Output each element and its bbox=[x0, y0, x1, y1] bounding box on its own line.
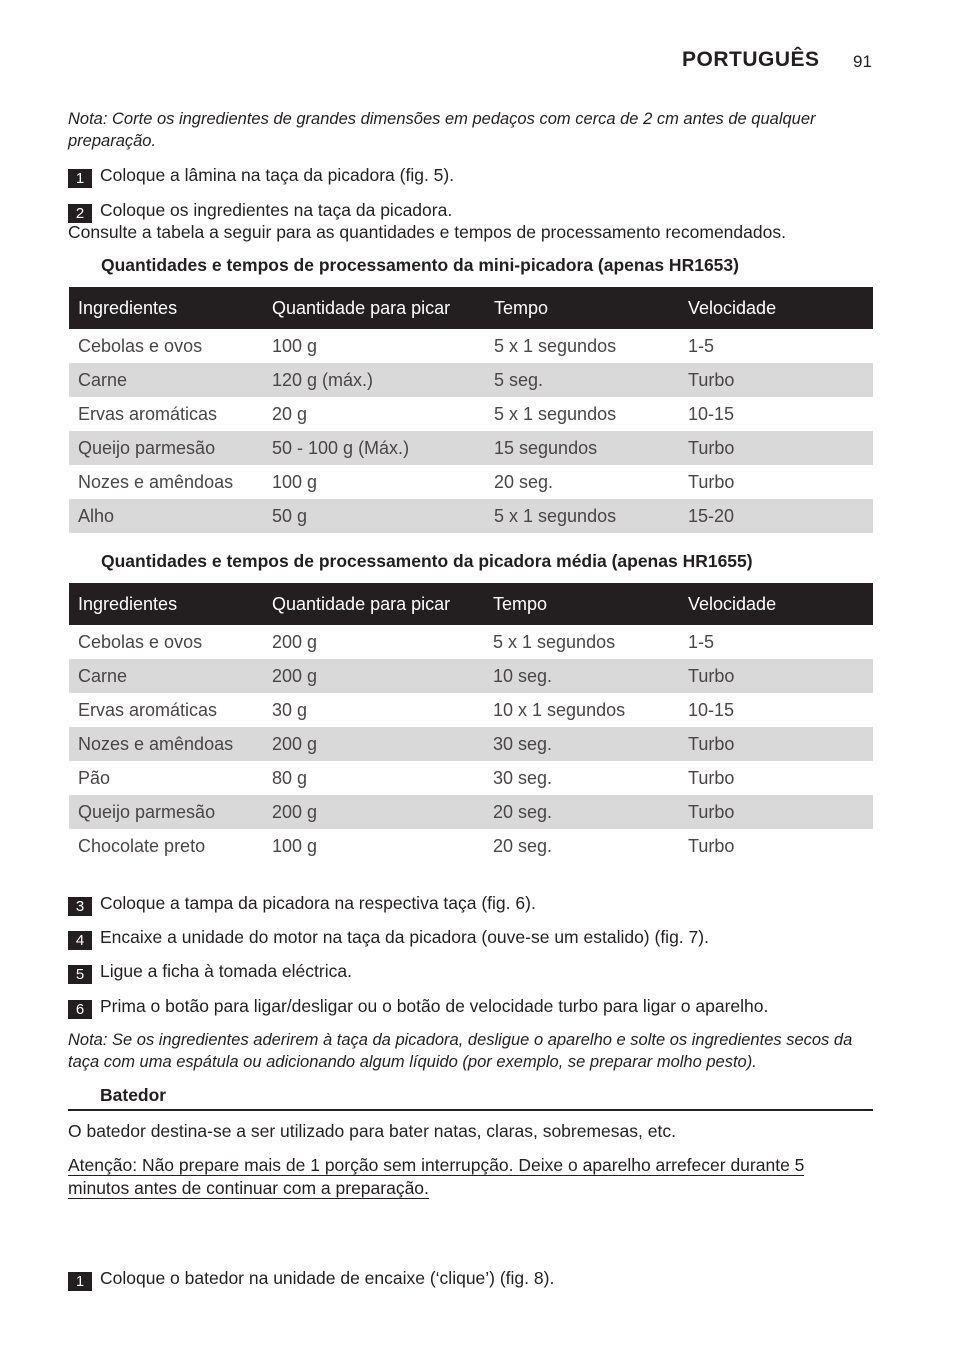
cell: 1-5 bbox=[688, 631, 715, 652]
table-row bbox=[69, 795, 873, 829]
step-4 bbox=[68, 926, 709, 950]
table-row bbox=[69, 727, 873, 761]
step-text: Coloque a tampa da picadora na respectiva taça (fig. 6). bbox=[100, 893, 536, 913]
cell: 5 x 1 segundos bbox=[494, 335, 617, 356]
step-number: 1 bbox=[68, 1272, 92, 1291]
cell: 120 g (máx.) bbox=[263, 363, 485, 397]
cell: Turbo bbox=[688, 471, 735, 492]
cell: 30 seg. bbox=[493, 767, 553, 788]
col-header-speed: Velocidade bbox=[679, 583, 873, 625]
col-header-quantity: Quantidade para picar bbox=[263, 287, 485, 329]
table-row bbox=[69, 397, 873, 431]
cell: 10 seg. bbox=[484, 659, 679, 693]
col-header-time: Tempo bbox=[484, 583, 679, 625]
cell: Turbo bbox=[679, 431, 873, 465]
batedor-description: O batedor destina-se a ser utilizado para bater natas, claras, sobremesas, etc. bbox=[68, 1121, 676, 1141]
page-number: 91 bbox=[853, 52, 872, 71]
cell: 10 x 1 segundos bbox=[493, 699, 626, 720]
cell: Queijo parmesão bbox=[69, 795, 263, 829]
cell: Turbo bbox=[679, 363, 873, 397]
cell: Alho bbox=[69, 499, 263, 533]
cell: 30 seg. bbox=[484, 727, 679, 761]
step-number: 1 bbox=[68, 169, 92, 188]
cell: 15 segundos bbox=[485, 431, 679, 465]
cell: Turbo bbox=[688, 767, 735, 788]
note-ingredients-stick: Nota: Se os ingredientes aderirem à taça da picadora, desligue o aparelho e solte os ingredientes secos da taça com uma espátula ou adicionando algum líquido (por exemplo, se preparar molho pesto). bbox=[68, 1031, 853, 1071]
cell: 200 g bbox=[263, 795, 484, 829]
cell: Ervas aromáticas bbox=[78, 699, 218, 720]
batedor-warning bbox=[68, 1154, 878, 1200]
cell: Turbo bbox=[679, 727, 873, 761]
cell: 200 g bbox=[263, 659, 484, 693]
cell: 100 g bbox=[272, 335, 318, 356]
cell: Turbo bbox=[688, 835, 735, 856]
cell: 80 g bbox=[272, 767, 308, 788]
cell: Cebolas e ovos bbox=[78, 631, 203, 652]
table-row bbox=[69, 499, 873, 533]
cell: Queijo parmesão bbox=[69, 431, 263, 465]
cell: 50 g bbox=[263, 499, 485, 533]
cell: Turbo bbox=[679, 795, 873, 829]
step-text: Encaixe a unidade do motor na taça da picadora (ouve-se um estalido) (fig. 7). bbox=[100, 927, 709, 947]
cell: 100 g bbox=[272, 835, 318, 856]
cell: 5 x 1 segundos bbox=[485, 499, 679, 533]
step-text: Ligue a ficha à tomada eléctrica. bbox=[100, 961, 352, 981]
cell: Carne bbox=[69, 659, 263, 693]
step-number: 3 bbox=[68, 897, 92, 916]
cell: 20 g bbox=[272, 403, 308, 424]
cell: 5 x 1 segundos bbox=[493, 631, 616, 652]
table-row bbox=[69, 329, 873, 363]
step-number: 6 bbox=[68, 1000, 92, 1019]
cell: 10-15 bbox=[688, 699, 735, 720]
step-text: Prima o botão para ligar/desligar ou o botão de velocidade turbo para ligar o aparelho. bbox=[100, 996, 769, 1016]
table-mini-chopper bbox=[69, 287, 873, 533]
table-row bbox=[69, 625, 873, 659]
step-1 bbox=[68, 164, 454, 188]
cell: 50 - 100 g (Máx.) bbox=[263, 431, 485, 465]
cell: 200 g bbox=[272, 631, 318, 652]
step-number: 4 bbox=[68, 931, 92, 950]
cell: 10-15 bbox=[688, 403, 735, 424]
table2-title: Quantidades e tempos de processamento da picadora média (apenas HR1655) bbox=[101, 551, 753, 571]
table-row bbox=[69, 829, 873, 863]
step-3 bbox=[68, 892, 536, 916]
warning-line-1: Atenção: Não prepare mais de 1 porção sem interrupção. Deixe o aparelho arrefecer durante 5 bbox=[68, 1155, 805, 1175]
col-header-ingredients: Ingredientes bbox=[69, 583, 263, 625]
table-row bbox=[69, 363, 873, 397]
cell: 1-5 bbox=[688, 335, 715, 356]
table-header-row bbox=[69, 287, 873, 329]
col-header-quantity: Quantidade para picar bbox=[263, 583, 484, 625]
cell: Nozes e amêndoas bbox=[78, 471, 234, 492]
page-language-header: PORTUGUÊS bbox=[682, 48, 820, 71]
step-5 bbox=[68, 960, 352, 984]
step-whisk-1 bbox=[68, 1267, 554, 1291]
section-heading-text: Batedor bbox=[100, 1085, 167, 1105]
section-heading-batedor bbox=[68, 1085, 873, 1111]
warning-line-2: minutos antes de continuar com a preparação. bbox=[68, 1178, 429, 1198]
cell: Ervas aromáticas bbox=[78, 403, 218, 424]
cell: 30 g bbox=[272, 699, 308, 720]
cell: Chocolate preto bbox=[78, 835, 206, 856]
table-row bbox=[69, 659, 873, 693]
cell: 200 g bbox=[263, 727, 484, 761]
table-row bbox=[69, 465, 873, 499]
table-row bbox=[69, 693, 873, 727]
cell: Carne bbox=[69, 363, 263, 397]
cell: 15-20 bbox=[679, 499, 873, 533]
table-row bbox=[69, 431, 873, 465]
cell: Nozes e amêndoas bbox=[69, 727, 263, 761]
cell: Pão bbox=[78, 767, 111, 788]
table-medium-chopper bbox=[69, 583, 873, 863]
cell: 100 g bbox=[272, 471, 318, 492]
step-text: Coloque o batedor na unidade de encaixe (‘clique’) (fig. 8). bbox=[100, 1268, 555, 1288]
col-header-time: Tempo bbox=[485, 287, 679, 329]
step-text: Coloque os ingredientes na taça da picadora. bbox=[100, 200, 453, 220]
step-number: 5 bbox=[68, 965, 92, 984]
cell: 20 seg. bbox=[494, 471, 554, 492]
table-header-row bbox=[69, 583, 873, 625]
consult-table-text: Consulte a tabela a seguir para as quantidades e tempos de processamento recomendados. bbox=[68, 222, 786, 242]
cell: 20 seg. bbox=[484, 795, 679, 829]
cell: Turbo bbox=[679, 659, 873, 693]
step-2 bbox=[68, 199, 452, 223]
table1-title: Quantidades e tempos de processamento da mini-picadora (apenas HR1653) bbox=[101, 255, 739, 275]
step-6 bbox=[68, 995, 768, 1019]
cell: 20 seg. bbox=[493, 835, 553, 856]
note-cut-ingredients: Nota: Corte os ingredientes de grandes dimensões em pedaços com cerca de 2 cm antes de qualquer preparação. bbox=[68, 110, 816, 150]
col-header-ingredients: Ingredientes bbox=[69, 287, 263, 329]
step-text: Coloque a lâmina na taça da picadora (fig. 5). bbox=[100, 165, 455, 185]
step-number: 2 bbox=[68, 204, 92, 223]
cell: Cebolas e ovos bbox=[78, 335, 203, 356]
col-header-speed: Velocidade bbox=[679, 287, 873, 329]
cell: 5 seg. bbox=[485, 363, 679, 397]
table-row bbox=[69, 761, 873, 795]
cell: 5 x 1 segundos bbox=[494, 403, 617, 424]
